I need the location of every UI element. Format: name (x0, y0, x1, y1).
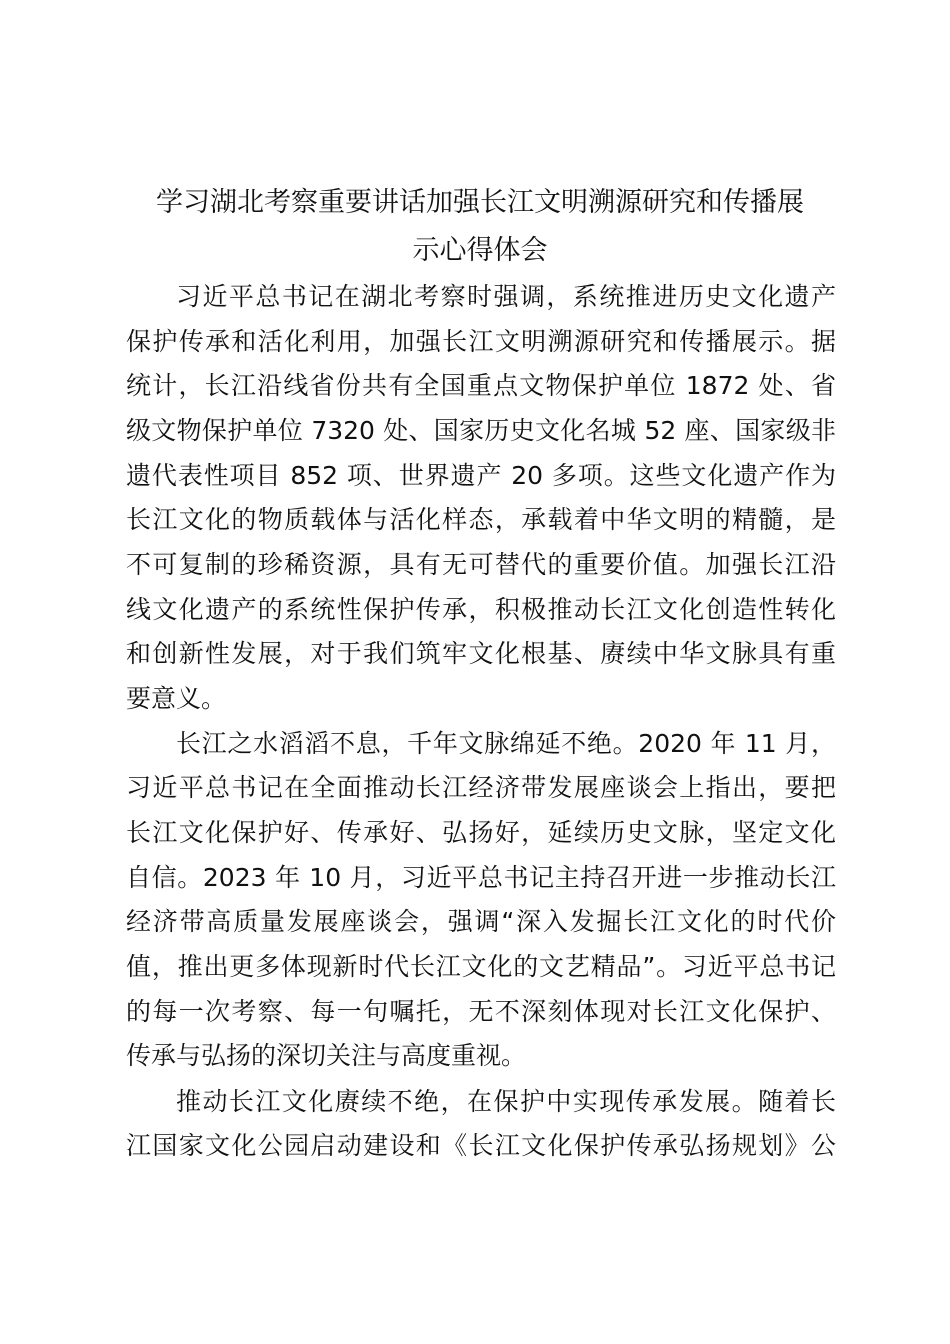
paragraph-line: 和创新性发展，对于我们筑牢文化根基、赓续中华文脉具有重 (126, 639, 836, 668)
paragraph-line: 习近平总书记在全面推动长江经济带发展座谈会上指出，要把 (126, 773, 836, 802)
paragraph-line: 级文物保护单位 7320 处、国家历史文化名城 52 座、国家级非 (126, 416, 836, 445)
paragraph-line: 不可复制的珍稀资源，具有无可替代的重要价值。加强长江沿 (126, 550, 836, 579)
paragraph-line: 江国家文化公园启动建设和《长江文化保护传承弘扬规划》公 (126, 1131, 836, 1160)
paragraph-line: 经济带高质量发展座谈会，强调“深入发掘长江文化的时代价 (126, 907, 836, 936)
paragraph-line: 长江文化的物质载体与活化样态，承载着中华文明的精髓，是 (126, 505, 836, 534)
paragraph-line: 习近平总书记在湖北考察时强调，系统推进历史文化遗产 (176, 282, 836, 311)
paragraph-line: 要意义。 (126, 684, 227, 713)
paragraph-line: 长江之水滔滔不息，千年文脉绵延不绝。2020 年 11 月， (176, 729, 836, 758)
paragraph-line: 值，推出更多体现新时代长江文化的文艺精品”。习近平总书记 (126, 952, 836, 981)
paragraph-line: 自信。2023 年 10 月，习近平总书记主持召开进一步推动长江 (126, 863, 836, 892)
paragraph-line: 推动长江文化赓续不绝，在保护中实现传承发展。随着长 (176, 1087, 836, 1116)
paragraph-line: 保护传承和活化利用，加强长江文明溯源研究和传播展示。据 (126, 327, 836, 356)
paragraph-line: 遗代表性项目 852 项、世界遗产 20 多项。这些文化遗产作为 (126, 461, 836, 490)
document-title-line-1: 学习湖北考察重要讲话加强长江文明溯源研究和传播展 (156, 187, 804, 218)
paragraph-line: 统计，长江沿线省份共有全国重点文物保护单位 1872 处、省 (126, 371, 836, 400)
paragraph-line: 长江文化保护好、传承好、弘扬好，延续历史文脉，坚定文化 (126, 818, 836, 847)
paragraph-line: 的每一次考察、每一句嘱托，无不深刻体现对长江文化保护、 (126, 997, 836, 1026)
paragraph-line: 传承与弘扬的深切关注与高度重视。 (126, 1041, 527, 1070)
paragraph-line: 线文化遗产的系统性保护传承，积极推动长江文化创造性转化 (126, 595, 836, 624)
document-title-line-2: 示心得体会 (412, 235, 548, 266)
